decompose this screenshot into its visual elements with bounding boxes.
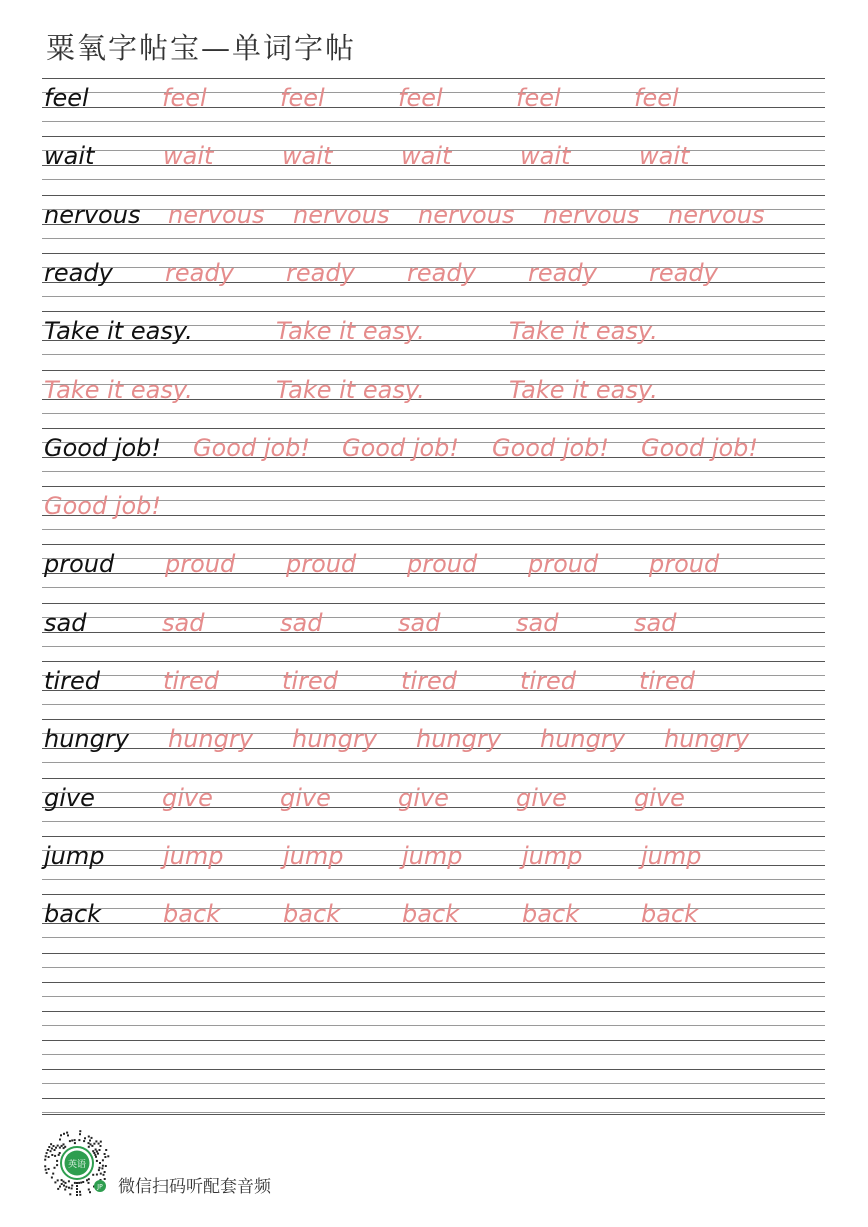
qr-module (93, 1143, 95, 1145)
guide-line (42, 136, 825, 137)
trace-word: give (162, 783, 213, 812)
qr-module (64, 1189, 66, 1191)
trace-word: back (641, 900, 699, 929)
guide-line (42, 836, 825, 837)
trace-word: sad (162, 608, 205, 637)
guide-line (42, 1083, 825, 1084)
qr-module (95, 1149, 97, 1151)
page-title: 粟氧字帖宝—单词字帖 (46, 31, 357, 65)
guide-line (42, 646, 825, 647)
trace-word: jump (641, 841, 702, 870)
trace-word: ready (407, 258, 476, 287)
qr-module (59, 1186, 61, 1188)
guide-line (42, 1025, 825, 1026)
qr-module (89, 1140, 91, 1142)
qr-module (56, 1164, 58, 1166)
qr-module (68, 1187, 70, 1189)
trace-word: wait (520, 142, 571, 171)
model-word: sad (44, 608, 87, 637)
qr-module (74, 1139, 76, 1141)
qr-module (96, 1174, 98, 1176)
trace-word: wait (401, 142, 452, 171)
qr-module (100, 1173, 102, 1175)
qr-module (55, 1147, 57, 1149)
qr-module (67, 1134, 69, 1136)
practice-row (42, 197, 825, 233)
trace-word: hungry (168, 725, 253, 754)
qr-module (63, 1143, 65, 1145)
trace-word: Good job! (44, 492, 162, 521)
model-word: hungry (44, 725, 129, 754)
qr-module (76, 1182, 78, 1184)
practice-row (42, 896, 825, 932)
model-word: give (44, 783, 95, 812)
qr-module (95, 1140, 97, 1142)
qr-module (103, 1174, 105, 1176)
trace-word: hungry (664, 725, 749, 754)
trace-word: Take it easy. (276, 375, 425, 404)
practice-row (42, 430, 825, 466)
trace-word: proud (165, 550, 236, 579)
qr-module (100, 1145, 102, 1147)
qr-module (51, 1177, 53, 1179)
qr-module (57, 1188, 59, 1190)
model-word: Take it easy. (44, 317, 193, 346)
practice-row (42, 80, 825, 116)
trace-word: give (634, 783, 685, 812)
trace-word: back (163, 900, 221, 929)
trace-word: feel (516, 84, 561, 112)
trace-word: Take it easy. (509, 375, 658, 404)
qr-module (54, 1155, 56, 1157)
qr-module (78, 1182, 80, 1184)
qr-module (71, 1187, 73, 1189)
qr-module (89, 1191, 91, 1193)
qr-module (104, 1178, 106, 1180)
trace-word: sad (280, 608, 323, 637)
trace-word: proud (528, 550, 599, 579)
trace-word: jump (283, 841, 344, 870)
trace-word: back (283, 900, 341, 929)
trace-word: Good job! (492, 433, 610, 462)
qr-module (66, 1132, 68, 1134)
practice-row (42, 721, 825, 757)
qr-module (61, 1145, 63, 1147)
practice-row (42, 605, 825, 641)
qr-corner-badge-label: JP (97, 1183, 103, 1191)
qr-module (52, 1173, 54, 1175)
qr-module (76, 1188, 78, 1190)
trace-word: ready (649, 258, 718, 287)
qr-module (63, 1133, 65, 1135)
trace-word: feel (634, 84, 679, 112)
qr-module (83, 1140, 85, 1142)
trace-word: proud (286, 550, 357, 579)
trace-word: tired (520, 667, 576, 695)
guide-line (42, 967, 825, 968)
trace-word: tired (639, 667, 695, 695)
trace-word: give (516, 783, 567, 812)
qr-module (76, 1185, 78, 1187)
qr-module (79, 1191, 81, 1193)
qr-module (99, 1149, 101, 1151)
guide-line (42, 1040, 825, 1041)
qr-module (76, 1194, 78, 1196)
qr-module (88, 1142, 90, 1144)
guide-line (42, 879, 825, 880)
trace-word: feel (162, 84, 207, 112)
trace-word: ready (528, 258, 597, 287)
qr-module (63, 1185, 65, 1187)
guide-line (42, 982, 825, 983)
trace-word: proud (649, 550, 720, 579)
qr-module (104, 1171, 106, 1173)
qr-module (93, 1152, 95, 1154)
qr-module (48, 1168, 50, 1170)
qr-module (91, 1145, 93, 1147)
trace-word: jump (163, 841, 224, 870)
guide-line (42, 1098, 825, 1099)
qr-module (58, 1154, 60, 1156)
qr-module (95, 1156, 97, 1158)
qr-module (69, 1193, 71, 1195)
qr-module (69, 1140, 71, 1142)
qr-module (63, 1181, 65, 1183)
guide-line (42, 529, 825, 530)
practice-row (42, 138, 825, 174)
trace-word: tired (282, 667, 338, 695)
guide-line (42, 894, 825, 895)
practice-row (42, 546, 825, 582)
trace-word: hungry (416, 725, 501, 754)
qr-code-icon[interactable] (42, 1128, 112, 1198)
guide-line (42, 1011, 825, 1012)
guide-line (42, 253, 825, 254)
guide-line (42, 719, 825, 720)
qr-module (47, 1149, 49, 1151)
qr-module (90, 1143, 92, 1145)
qr-module (74, 1182, 76, 1184)
practice-row (42, 255, 825, 291)
guide-line (42, 1054, 825, 1055)
trace-word: Good job! (342, 433, 460, 462)
model-word: ready (44, 258, 113, 287)
qr-module (94, 1154, 96, 1156)
qr-module (102, 1159, 104, 1161)
qr-module (53, 1145, 55, 1147)
practice-row (42, 488, 825, 524)
qr-module (71, 1185, 73, 1187)
qr-module (56, 1160, 58, 1162)
qr-module (54, 1167, 56, 1169)
qr-module (57, 1179, 59, 1181)
guide-line (42, 821, 825, 822)
footer-caption: 微信扫码听配套音频 (118, 1177, 271, 1197)
qr-module (65, 1182, 67, 1184)
trace-word: Take it easy. (276, 317, 425, 346)
guide-line (42, 78, 825, 79)
model-word: jump (44, 841, 105, 870)
qr-badge-label: 英语 (67, 1160, 87, 1170)
qr-module (51, 1148, 53, 1150)
trace-word: give (398, 783, 449, 812)
guide-line (42, 413, 825, 414)
qr-module (65, 1186, 67, 1188)
qr-module (48, 1146, 50, 1148)
qr-module (51, 1154, 53, 1156)
trace-word: back (522, 900, 580, 929)
trace-word: back (402, 900, 460, 929)
model-word: nervous (44, 200, 141, 229)
model-word: Good job! (44, 433, 162, 462)
qr-module (57, 1145, 59, 1147)
qr-module (101, 1167, 103, 1169)
qr-module (102, 1165, 104, 1167)
qr-module (50, 1150, 52, 1152)
trace-word: hungry (540, 725, 625, 754)
footer (42, 1128, 342, 1198)
practice-row (42, 372, 825, 408)
qr-module (91, 1137, 93, 1139)
qr-module (54, 1181, 56, 1183)
qr-module (50, 1143, 52, 1145)
qr-module (88, 1178, 90, 1180)
trace-word: jump (522, 841, 583, 870)
qr-module (86, 1179, 88, 1181)
qr-module (48, 1156, 50, 1158)
guide-line (42, 296, 825, 297)
qr-module (88, 1136, 90, 1138)
guide-line (42, 762, 825, 763)
trace-word: sad (516, 608, 559, 637)
qr-module (68, 1180, 70, 1182)
model-word: tired (44, 667, 100, 695)
qr-module (88, 1182, 90, 1184)
guide-line (42, 937, 825, 938)
qr-module (46, 1172, 48, 1174)
model-word: wait (44, 142, 95, 171)
trace-word: nervous (543, 200, 640, 229)
trace-word: jump (402, 841, 463, 870)
trace-word: tired (401, 667, 457, 695)
trace-word: nervous (293, 200, 390, 229)
trace-word: hungry (292, 725, 377, 754)
qr-module (61, 1183, 63, 1185)
qr-module (98, 1169, 100, 1171)
writing-sheet (42, 0, 825, 1227)
guide-line (42, 1069, 825, 1070)
guide-line (42, 354, 825, 355)
guide-line (42, 179, 825, 180)
qr-module (71, 1140, 73, 1142)
qr-module (100, 1141, 102, 1143)
guide-line (42, 778, 825, 779)
guide-line (42, 486, 825, 487)
qr-module (92, 1174, 94, 1176)
guide-line (42, 121, 825, 122)
practice-row (42, 838, 825, 874)
model-word: proud (44, 550, 115, 579)
guide-line (42, 544, 825, 545)
guide-line (42, 1112, 825, 1113)
guide-line (42, 471, 825, 472)
trace-word: proud (407, 550, 478, 579)
qr-module (82, 1181, 84, 1183)
qr-module (105, 1149, 107, 1151)
trace-word: feel (280, 84, 325, 112)
trace-word: Good job! (641, 433, 759, 462)
qr-module (92, 1150, 94, 1152)
qr-module (64, 1146, 66, 1148)
qr-module (79, 1130, 81, 1132)
qr-module (74, 1142, 76, 1144)
guide-line (42, 661, 825, 662)
trace-word: tired (163, 667, 219, 695)
qr-module (44, 1165, 46, 1167)
trace-word: Take it easy. (509, 317, 658, 346)
guide-line (42, 603, 825, 604)
trace-word: nervous (168, 200, 265, 229)
trace-word: sad (634, 608, 677, 637)
qr-module (104, 1153, 106, 1155)
qr-module (46, 1152, 48, 1154)
qr-module (104, 1156, 106, 1158)
qr-module (97, 1153, 99, 1155)
qr-module (78, 1139, 80, 1141)
practice-row (42, 313, 825, 349)
qr-module (88, 1189, 90, 1191)
qr-module (88, 1146, 90, 1148)
trace-word: wait (163, 142, 214, 171)
qr-module (105, 1165, 107, 1167)
qr-module (59, 1139, 61, 1141)
qr-module (59, 1152, 61, 1154)
guide-line (42, 587, 825, 588)
qr-module (44, 1159, 46, 1161)
qr-module (60, 1134, 62, 1136)
qr-module (96, 1151, 98, 1153)
qr-module (84, 1137, 86, 1139)
trace-word: Good job! (193, 433, 311, 462)
trace-word: give (280, 783, 331, 812)
qr-module (76, 1191, 78, 1193)
qr-module (98, 1143, 100, 1145)
practice-row (42, 780, 825, 816)
trace-word: ready (165, 258, 234, 287)
qr-module (80, 1182, 82, 1184)
guide-line (42, 953, 825, 954)
qr-module (99, 1162, 101, 1164)
trace-word: wait (282, 142, 333, 171)
qr-module (79, 1133, 81, 1135)
qr-module (99, 1167, 101, 1169)
qr-module (45, 1155, 47, 1157)
guide-line (42, 704, 825, 705)
qr-module (96, 1160, 98, 1162)
guide-line (42, 996, 825, 997)
guide-line (42, 428, 825, 429)
qr-module (61, 1179, 63, 1181)
qr-module (59, 1147, 61, 1149)
trace-word: sad (398, 608, 441, 637)
guide-line (42, 195, 825, 196)
model-word: feel (44, 84, 89, 112)
practice-row (42, 663, 825, 699)
bottom-rule (42, 1114, 825, 1115)
guide-line (42, 311, 825, 312)
trace-word: feel (398, 84, 443, 112)
model-word: back (44, 900, 102, 929)
qr-module (54, 1149, 56, 1151)
guide-line (42, 370, 825, 371)
qr-module (79, 1194, 81, 1196)
qr-module (45, 1169, 47, 1171)
trace-word: nervous (418, 200, 515, 229)
guide-line (42, 238, 825, 239)
trace-word: Take it easy. (44, 375, 193, 404)
qr-module (107, 1155, 109, 1157)
trace-word: nervous (668, 200, 765, 229)
trace-word: wait (639, 142, 690, 171)
trace-word: ready (286, 258, 355, 287)
